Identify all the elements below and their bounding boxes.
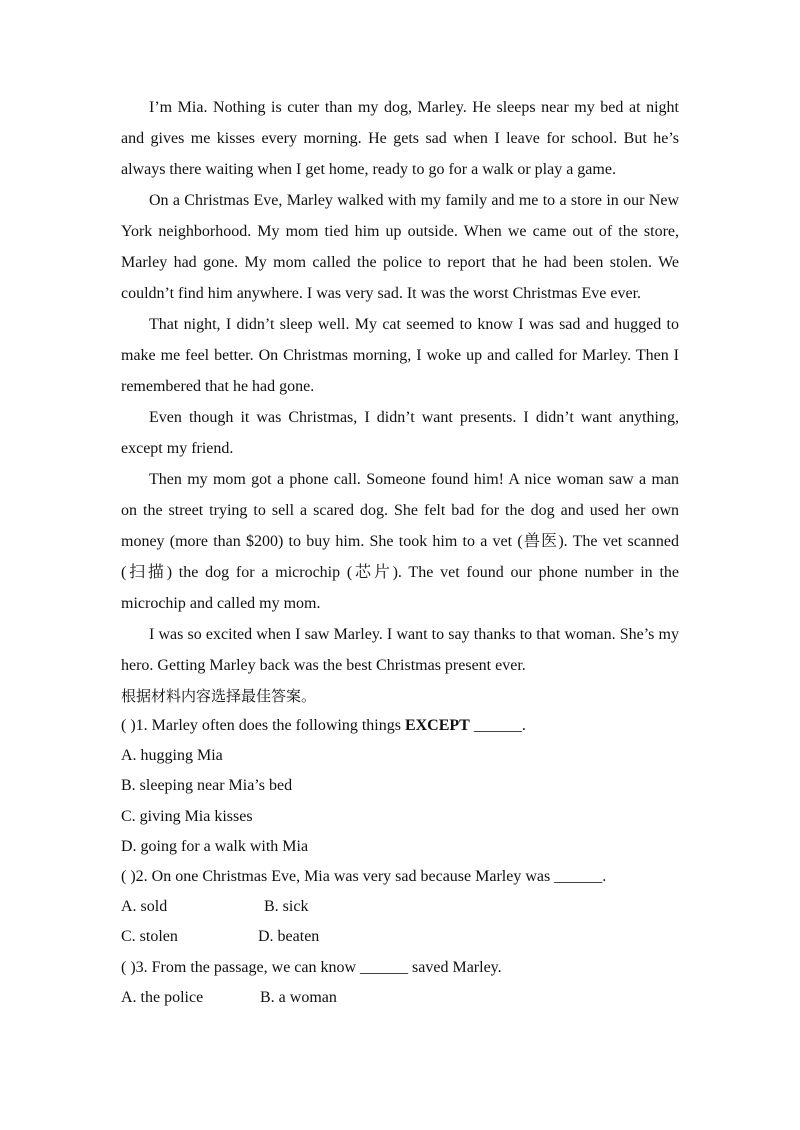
- question-2-option-d: D. beaten: [258, 928, 320, 946]
- question-3-options-row-1: [121, 983, 679, 1013]
- question-2-option-b: B. sick: [264, 898, 309, 916]
- question-1-suffix: ______.: [469, 717, 526, 734]
- document-page: [121, 92, 679, 1013]
- passage-paragraph-3: That night, I didn’t sleep well. My cat seemed to know I was sad and hugged to make me feel better. On Christmas morning, I woke up and called for Marley. Then I remembered that he had gone.: [121, 316, 679, 395]
- question-2-option-a: A. sold: [121, 898, 168, 916]
- question-1-option-c: C. giving Mia kisses: [121, 807, 253, 825]
- passage-paragraph-4: Even though it was Christmas, I didn’t want presents. I didn’t want anything, except my friend.: [121, 409, 679, 457]
- question-1-emphasis: EXCEPT: [404, 717, 470, 734]
- question-1-option-a: A. hugging Mia: [121, 747, 223, 765]
- question-1-prefix: ( )1. Marley often does the following things: [121, 717, 405, 734]
- question-2-stem: ( )2. On one Christmas Eve, Mia was very sad because Marley was ______.: [121, 868, 607, 886]
- question-2-options-row-1: [121, 892, 679, 922]
- question-1-option-d: D. going for a walk with Mia: [121, 837, 309, 855]
- question-2-options-row-2: [121, 922, 679, 952]
- question-1-stem: [121, 711, 679, 741]
- question-1: [121, 711, 679, 862]
- passage-paragraph-5: Then my mom got a phone call. Someone found him! A nice woman saw a man on the street trying to sell a scared dog. She felt bad for the dog and used her own money (more than $200) to buy him. She took him to a vet (兽医). The vet scanned (扫描) the dog for a microchip (芯片). The vet found our phone number in the microchip and called my mom.: [121, 471, 679, 612]
- question-2: [121, 862, 679, 953]
- passage-paragraph-1: I’m Mia. Nothing is cuter than my dog, Marley. He sleeps near my bed at night and gives me kisses every morning. He gets sad when I leave for school. But he’s always there waiting when I get home, ready to go for a walk or play a game.: [121, 99, 679, 178]
- instruction: 根据材料内容选择最佳答案。: [121, 687, 317, 705]
- passage-paragraph-2: On a Christmas Eve, Marley walked with my family and me to a store in our New York neighborhood. My mom tied him up outside. When we came out of the store, Marley had gone. My mom called the police to report that he had been stolen. We couldn’t find him anywhere. I was very sad. It was the worst Christmas Eve ever.: [121, 192, 679, 302]
- question-1-option-b: B. sleeping near Mia’s bed: [121, 777, 293, 795]
- question-2-option-c: C. stolen: [121, 928, 178, 946]
- question-3-option-b: B. a woman: [260, 988, 337, 1006]
- passage-paragraph-6: I was so excited when I saw Marley. I want to say thanks to that woman. She’s my hero. Getting Marley back was the best Christmas present ever.: [121, 626, 679, 674]
- question-3-option-a: A. the police: [121, 988, 204, 1006]
- question-3-stem: ( )3. From the passage, we can know ______ saved Marley.: [121, 958, 502, 976]
- question-3: [121, 953, 679, 1013]
